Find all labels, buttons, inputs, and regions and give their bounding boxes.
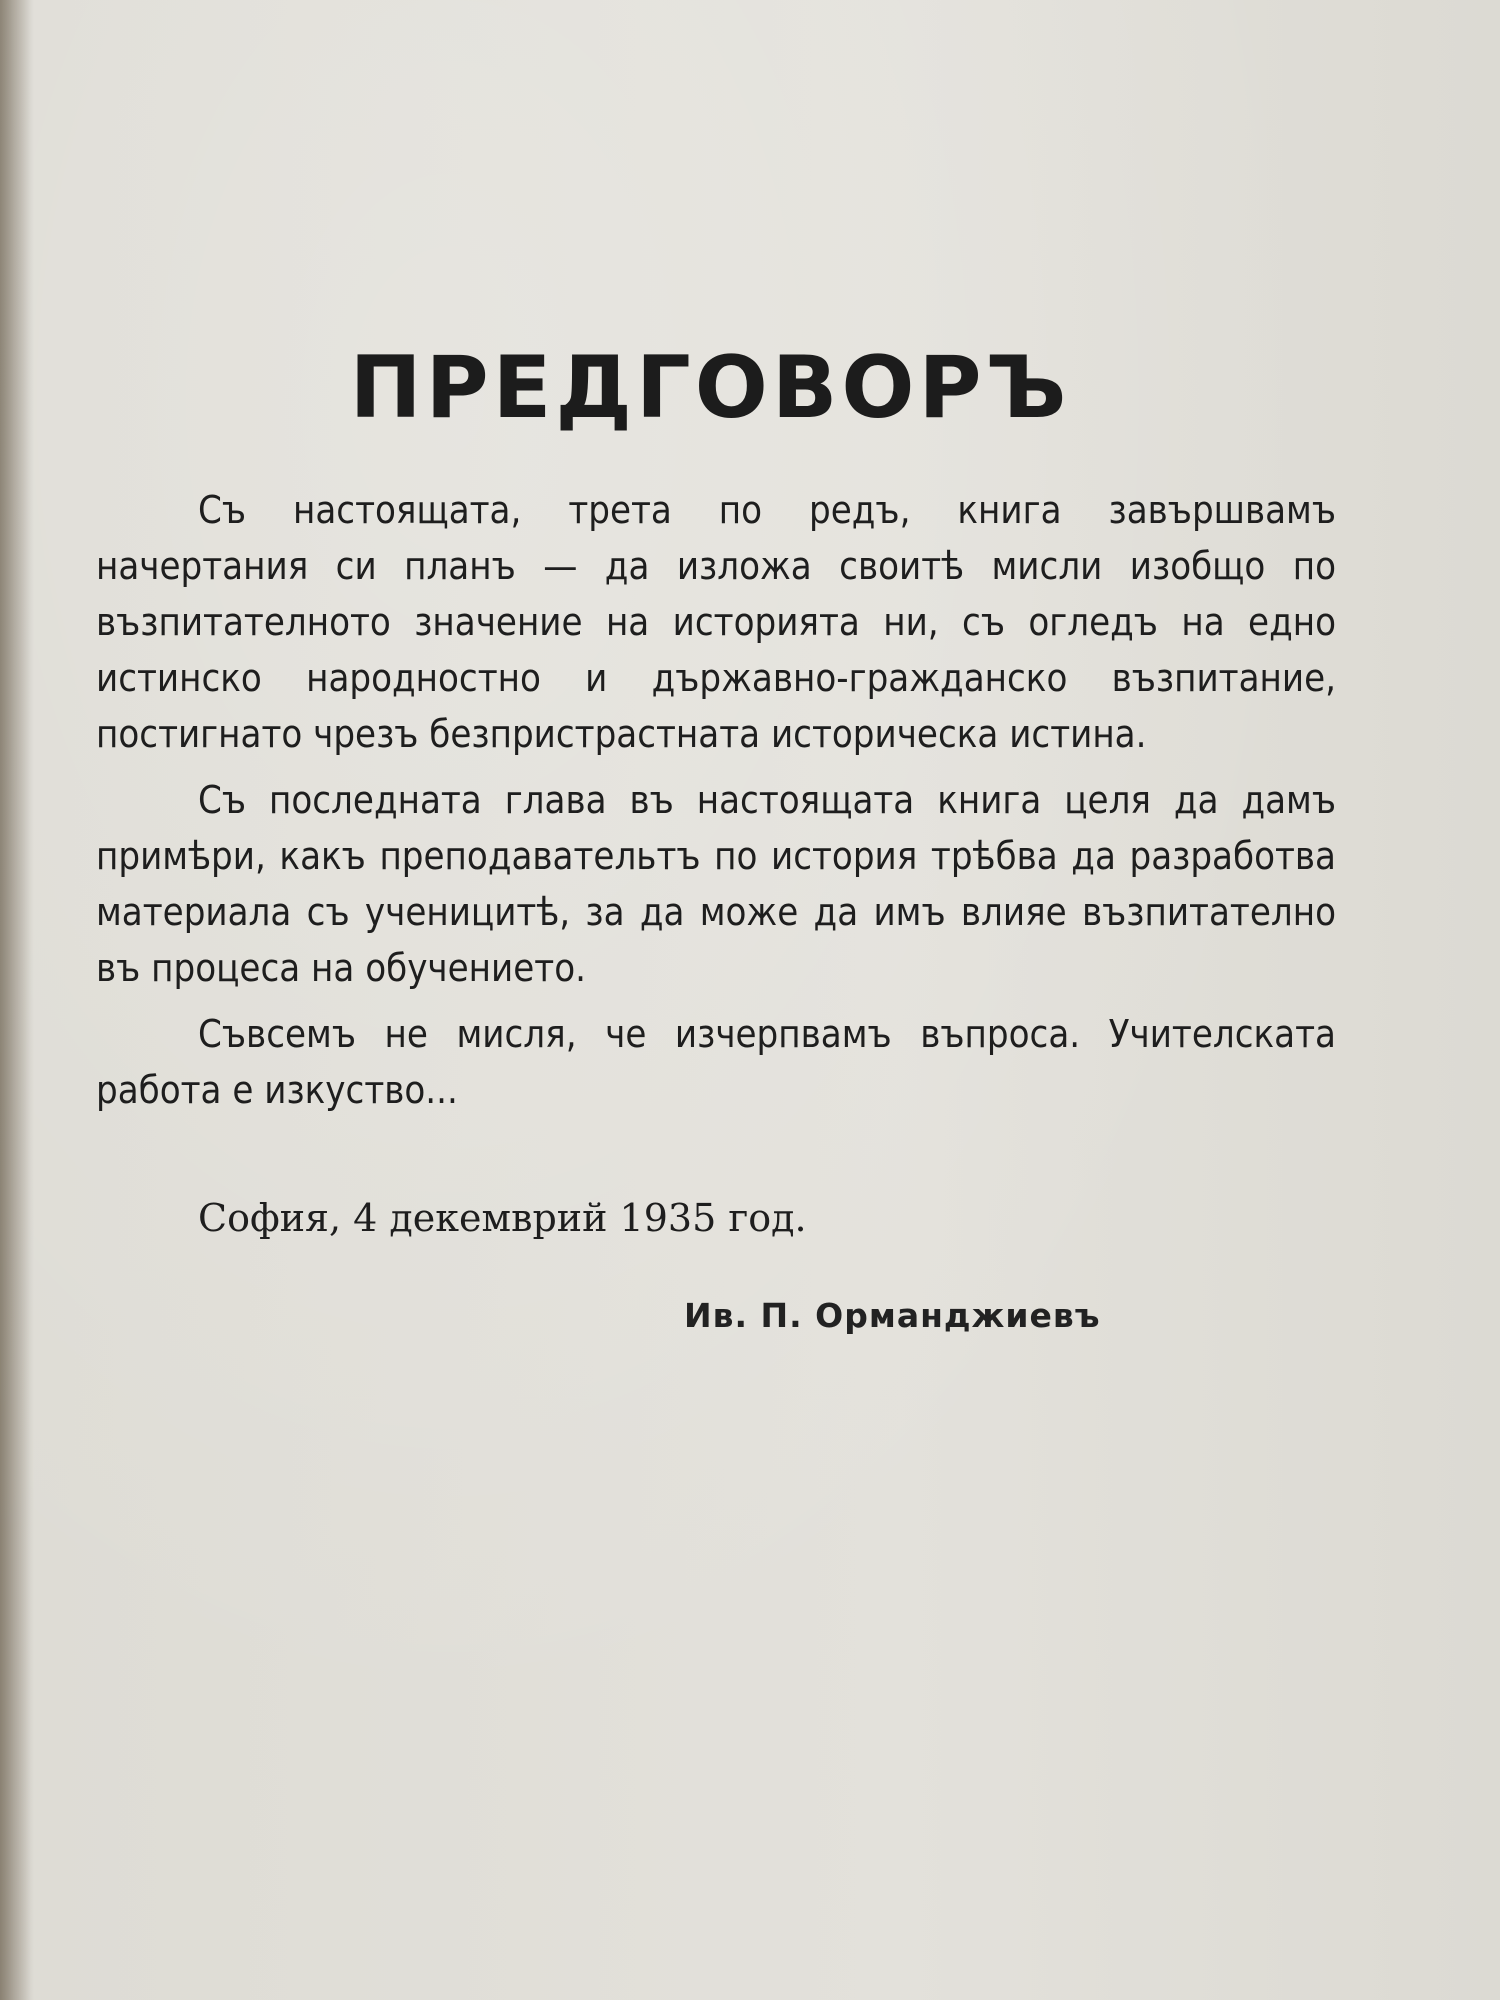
preface-body — [96, 482, 1336, 1128]
page-title: ПРЕДГОВОРЪ — [349, 338, 1071, 438]
page-gutter-shadow — [0, 0, 34, 2000]
paragraph-3: Съвсемъ не мисля, че изчерпвамъ въпроса. Учителската работа е изкуство... — [96, 1012, 1336, 1112]
dateline: София, 4 декемврий 1935 год. — [198, 1196, 807, 1240]
paragraph-2: Съ последната глава въ настоящата книга целя да дамъ примѣри, какъ преподавательтъ по история трѣбва да разработва материала съ ученицитѣ, за да може да имъ влияе възпитателно въ процеса на обучението. — [96, 778, 1336, 990]
author-signature: Ив. П. Орманджиевъ — [684, 1296, 1101, 1335]
paragraph-1: Съ настоящата, трета по редъ, книга завършвамъ начертания си планъ — да изложа своитѣ мисли изобщо по възпитателното значение на историята ни, съ огледъ на едно истинско народностно и държавно-гражданско възпитание, постигнато чрезъ безпристрастната историческа истина. — [96, 488, 1336, 756]
